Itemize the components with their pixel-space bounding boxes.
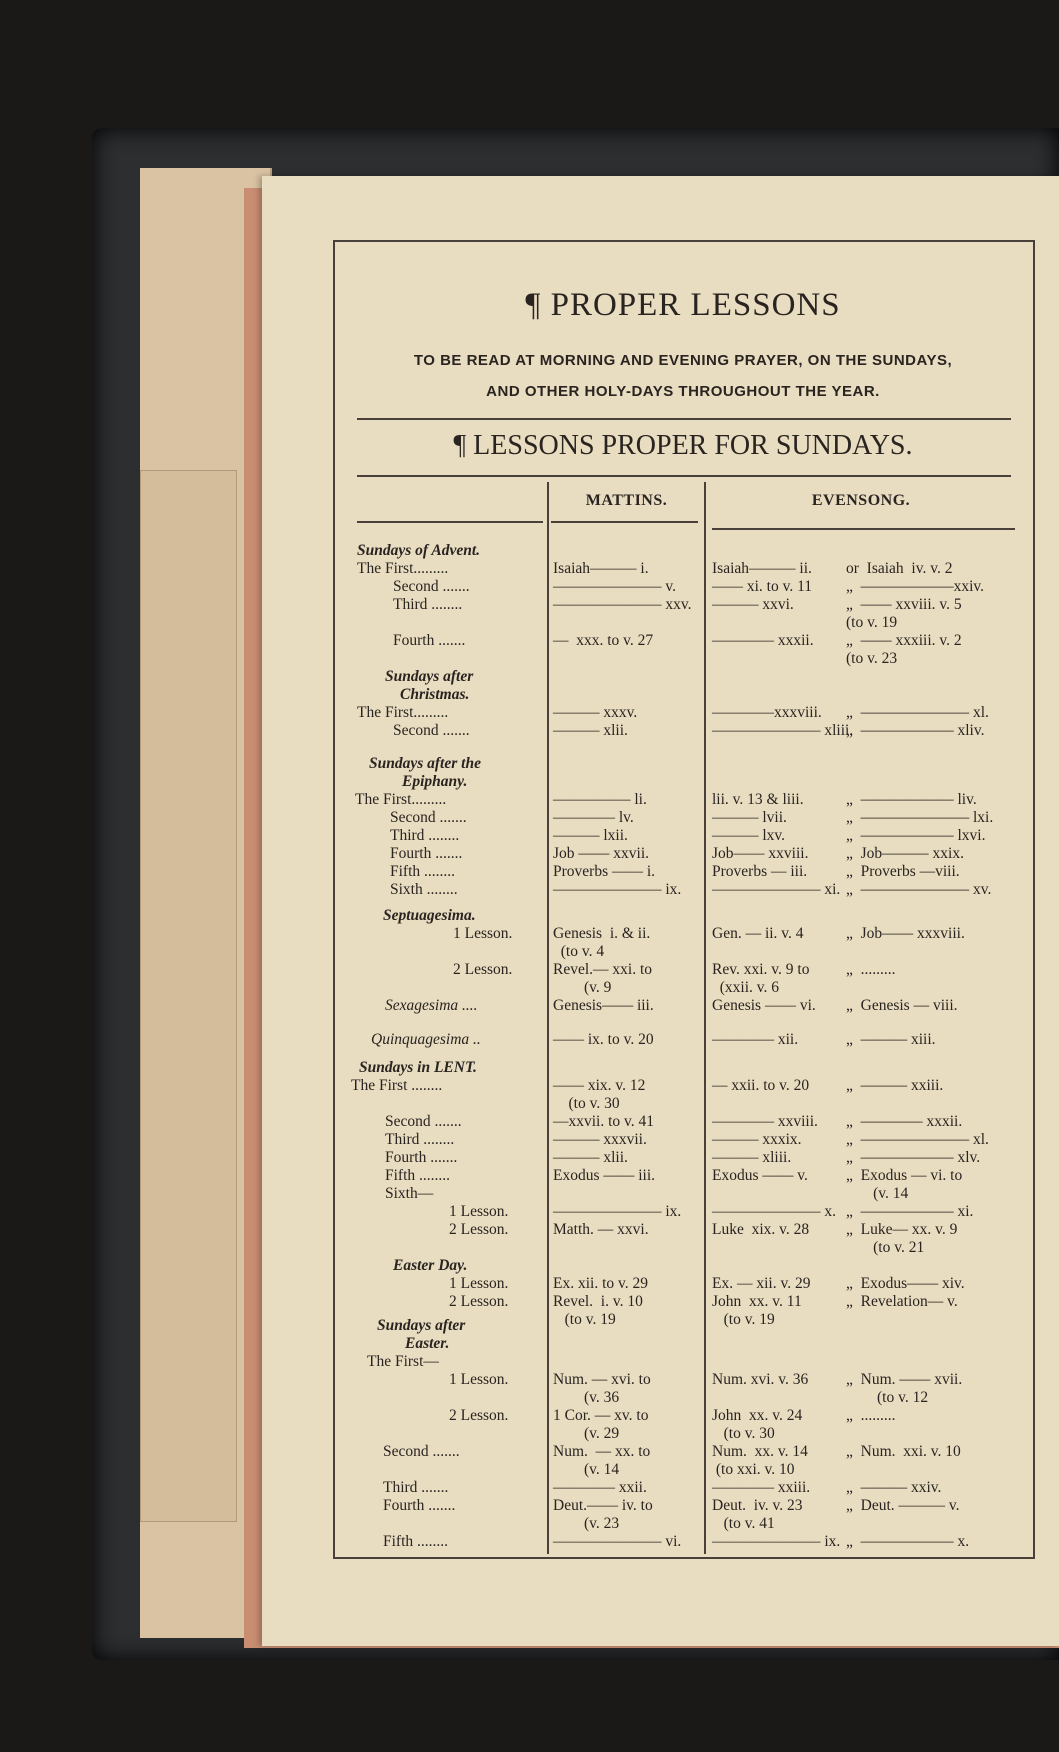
evensong-alt-cell: „ Deut. ——— v.	[846, 1497, 960, 1514]
evensong-alt-cell: „ .........	[846, 1407, 896, 1424]
evensong-alt-cell: „ ———— xxxii.	[846, 1113, 963, 1130]
mattins-cell: ——————— vi.	[553, 1533, 682, 1550]
rule-header-mattins	[551, 521, 698, 523]
row-label: Sexagesima ....	[385, 997, 478, 1014]
page-title: ¶ PROPER LESSONS	[525, 287, 841, 323]
evensong-alt-cell: „ —————— liv.	[846, 791, 977, 808]
evensong-first-cell: Luke xix. v. 28	[712, 1221, 810, 1238]
evensong-first-cell: (to v. 30	[712, 1425, 775, 1442]
evensong-alt-cell: (to v. 21	[846, 1239, 925, 1256]
mattins-cell: (v. 29	[553, 1425, 620, 1442]
mattins-cell: Exodus —— iii.	[553, 1167, 656, 1184]
evensong-alt-cell: „ ——————— lxi.	[846, 809, 994, 826]
evensong-alt-cell: „ —————— x.	[846, 1533, 970, 1550]
evensong-first-cell: Job—— xxviii.	[712, 845, 809, 862]
row-label: Sixth ........	[390, 881, 458, 898]
column-header-mattins: MATTINS.	[585, 492, 668, 509]
row-label: The First.........	[355, 791, 447, 808]
rule-top	[357, 418, 1011, 420]
evensong-first-cell: (xxii. v. 6	[712, 979, 780, 996]
evensong-alt-cell: „ —————— xlv.	[846, 1149, 981, 1166]
mattins-cell: Num. — xx. to	[553, 1443, 651, 1460]
mattins-cell: — xxx. to v. 27	[553, 632, 654, 649]
rule-section	[357, 475, 1011, 477]
evensong-first-cell: ————xxxviii.	[712, 704, 822, 721]
evensong-alt-cell: „ Genesis — viii.	[846, 997, 958, 1014]
evensong-first-cell: Rev. xxi. v. 9 to	[712, 961, 810, 978]
evensong-first-cell: ——— lvii.	[712, 809, 787, 826]
row-label: Quinquagesima ..	[371, 1031, 481, 1048]
evensong-alt-cell: „ ——————— xv.	[846, 881, 992, 898]
row-label: Fifth ........	[385, 1167, 451, 1184]
row-label: The First.........	[357, 704, 449, 721]
row-label: 2 Lesson.	[449, 1293, 509, 1310]
evensong-first-cell: ——————— xi.	[712, 881, 841, 898]
evensong-first-cell: ——— xxxix.	[712, 1131, 802, 1148]
column-divider-1	[547, 482, 549, 1554]
evensong-alt-cell: „ ——— xxiii.	[846, 1077, 944, 1094]
mattins-cell: ——— xxxvii.	[553, 1131, 647, 1148]
subtitle-line-2: AND OTHER HOLY-DAYS THROUGHOUT THE YEAR.	[486, 383, 880, 400]
row-label: Fifth ........	[390, 863, 456, 880]
row-label: 2 Lesson.	[449, 1407, 509, 1424]
mattins-cell: Isaiah——— i.	[553, 560, 649, 577]
mattins-cell: ——— xlii.	[553, 1149, 628, 1166]
row-label: 1 Lesson.	[449, 1203, 509, 1220]
evensong-first-cell: Num. xvi. v. 36	[712, 1371, 809, 1388]
row-label: Epiphany.	[402, 773, 468, 790]
row-label: Sixth—	[385, 1185, 434, 1202]
evensong-alt-cell: „ Num. —— xvii.	[846, 1371, 963, 1388]
evensong-first-cell: ——— xxvi.	[712, 596, 794, 613]
mattins-cell: ——————— v.	[553, 578, 676, 595]
row-label: The First—	[367, 1353, 439, 1370]
mattins-cell: (to v. 4	[553, 943, 605, 960]
row-label: 2 Lesson.	[453, 961, 513, 978]
evensong-alt-cell: „ ——————— xl.	[846, 704, 989, 721]
row-label: Sundays in LENT.	[359, 1059, 477, 1076]
evensong-first-cell: (to v. 19	[712, 1311, 775, 1328]
row-label: Fifth ........	[383, 1533, 449, 1550]
row-label: Septuagesima.	[383, 907, 476, 924]
row-label: Second .......	[393, 578, 470, 595]
mattins-cell: Ex. xii. to v. 29	[553, 1275, 649, 1292]
evensong-alt-cell: „ Exodus — vi. to	[846, 1167, 963, 1184]
evensong-alt-cell: „ ——— xxiv.	[846, 1479, 942, 1496]
row-label: Second .......	[385, 1113, 462, 1130]
column-divider-2	[704, 482, 706, 1554]
row-label: Sundays after	[377, 1317, 466, 1334]
row-label: Easter Day.	[393, 1257, 468, 1274]
evensong-first-cell: ———— xxiii.	[712, 1479, 811, 1496]
mattins-cell: —— ix. to v. 20	[553, 1031, 654, 1048]
evensong-first-cell: Genesis —— vi.	[712, 997, 816, 1014]
mattins-cell: ——————— xxv.	[553, 596, 692, 613]
mattins-cell: (v. 14	[553, 1461, 620, 1478]
subtitle-line-1: TO BE READ AT MORNING AND EVENING PRAYER, ON THE SUNDAYS,	[413, 352, 953, 369]
row-label: Fourth .......	[383, 1497, 456, 1514]
evensong-alt-cell: „ —— xxviii. v. 5	[846, 596, 962, 613]
mattins-cell: —xxvii. to v. 41	[553, 1113, 655, 1130]
row-label: Second .......	[390, 809, 467, 826]
evensong-alt-cell: (v. 14	[846, 1185, 909, 1202]
evensong-first-cell: ———— xii.	[712, 1031, 799, 1048]
evensong-first-cell: ——— lxv.	[712, 827, 786, 844]
mattins-cell: Revel. i. v. 10	[553, 1293, 643, 1310]
row-label: Second .......	[393, 722, 470, 739]
row-label: Second .......	[383, 1443, 460, 1460]
row-label: Third ........	[385, 1131, 455, 1148]
row-label: 1 Lesson.	[449, 1275, 509, 1292]
evensong-alt-cell: (to v. 23	[846, 650, 898, 667]
evensong-alt-cell: or Isaiah iv. v. 2	[846, 560, 953, 577]
row-label: 1 Lesson.	[453, 925, 513, 942]
row-label: Fourth .......	[393, 632, 466, 649]
row-label: Third ........	[390, 827, 460, 844]
mattins-cell: ——— lxii.	[553, 827, 628, 844]
evensong-first-cell: —— xi. to v. 11	[712, 578, 813, 595]
rule-header-left	[357, 521, 543, 523]
mattins-cell: Job —— xxvii.	[553, 845, 650, 862]
evensong-first-cell: John xx. v. 24	[712, 1407, 803, 1424]
evensong-first-cell: ——————— xliii.	[712, 722, 854, 739]
evensong-first-cell: ——————— ix.	[712, 1533, 841, 1550]
section-title: ¶ LESSONS PROPER FOR SUNDAYS.	[453, 430, 913, 461]
mattins-cell: ——————— ix.	[553, 881, 682, 898]
row-label: Third .......	[383, 1479, 449, 1496]
row-label: The First ........	[351, 1077, 443, 1094]
mattins-cell: Matth. — xxvi.	[553, 1221, 649, 1238]
mattins-cell: ——— xlii.	[553, 722, 628, 739]
row-label: Sundays of Advent.	[357, 542, 481, 559]
mattins-cell: ———— xxii.	[553, 1479, 647, 1496]
mattins-cell: ————— li.	[553, 791, 647, 808]
row-label: Fourth .......	[385, 1149, 458, 1166]
evensong-alt-cell: „ —————— xliv.	[846, 722, 985, 739]
mattins-cell: Proverbs —— i.	[553, 863, 656, 880]
rule-header-evensong	[712, 528, 1015, 530]
mattins-cell: —— xix. v. 12	[553, 1077, 646, 1094]
evensong-alt-cell: „ Proverbs —viii.	[846, 863, 960, 880]
evensong-first-cell: Isaiah——— ii.	[712, 560, 812, 577]
evensong-alt-cell: „ .........	[846, 961, 896, 978]
evensong-alt-cell: „ —— xxxiii. v. 2	[846, 632, 962, 649]
evensong-first-cell: John xx. v. 11	[712, 1293, 802, 1310]
mattins-cell: (to v. 30	[553, 1095, 620, 1112]
evensong-first-cell: lii. v. 13 & liii.	[712, 791, 804, 808]
evensong-first-cell: Gen. — ii. v. 4	[712, 925, 804, 942]
evensong-first-cell: — xxii. to v. 20	[712, 1077, 810, 1094]
mattins-cell: (to v. 19	[553, 1311, 616, 1328]
row-label: Easter.	[405, 1335, 450, 1352]
column-header-evensong: EVENSONG.	[811, 492, 911, 509]
evensong-alt-cell: „ —————— xi.	[846, 1203, 974, 1220]
row-label: Fourth .......	[390, 845, 463, 862]
row-label: Christmas.	[400, 686, 470, 703]
mattins-cell: ———— lv.	[553, 809, 634, 826]
evensong-first-cell: Deut. iv. v. 23	[712, 1497, 803, 1514]
evensong-alt-cell: „ Revelation— v.	[846, 1293, 958, 1310]
evensong-alt-cell: „ Exodus—— xiv.	[846, 1275, 965, 1292]
evensong-first-cell: Proverbs — iii.	[712, 863, 808, 880]
evensong-alt-cell: (to v. 19	[846, 614, 898, 631]
row-label: 2 Lesson.	[449, 1221, 509, 1238]
mattins-cell: Genesis—— iii.	[553, 997, 654, 1014]
evensong-alt-cell: „ Job—— xxxviii.	[846, 925, 965, 942]
mattins-cell: (v. 36	[553, 1389, 620, 1406]
evensong-alt-cell: „ ——————— xl.	[846, 1131, 989, 1148]
mattins-cell: (v. 23	[553, 1515, 620, 1532]
mattins-cell: 1 Cor. — xv. to	[553, 1407, 649, 1424]
evensong-first-cell: ——— xliii.	[712, 1149, 792, 1166]
evensong-first-cell: Num. xx. v. 14	[712, 1443, 808, 1460]
mattins-cell: Genesis i. & ii.	[553, 925, 651, 942]
mattins-cell: ——— xxxv.	[553, 704, 638, 721]
evensong-alt-cell: „ Job——— xxix.	[846, 845, 964, 862]
evensong-alt-cell: „ Num. xxi. v. 10	[846, 1443, 961, 1460]
mattins-cell: (v. 9	[553, 979, 612, 996]
evensong-first-cell: (to v. 41	[712, 1515, 775, 1532]
evensong-first-cell: ——————— x.	[712, 1203, 836, 1220]
evensong-alt-cell: „ Luke— xx. v. 9	[846, 1221, 958, 1238]
row-label: 1 Lesson.	[449, 1371, 509, 1388]
evensong-alt-cell: „ ——————xxiv.	[846, 578, 985, 595]
mattins-cell: Num. — xvi. to	[553, 1371, 651, 1388]
row-label: Sundays after	[385, 668, 474, 685]
evensong-first-cell: (to xxi. v. 10	[712, 1461, 795, 1478]
row-label: The First.........	[357, 560, 449, 577]
evensong-first-cell: ———— xxviii.	[712, 1113, 818, 1130]
flyleaf-fold	[140, 470, 237, 1522]
evensong-alt-cell: „ ——— xiii.	[846, 1031, 936, 1048]
evensong-first-cell: ———— xxxii.	[712, 632, 814, 649]
row-label: Sundays after the	[369, 755, 481, 772]
evensong-alt-cell: (to v. 12	[846, 1389, 929, 1406]
evensong-alt-cell: „ —————— lxvi.	[846, 827, 986, 844]
row-label: Third ........	[393, 596, 463, 613]
mattins-cell: Deut.—— iv. to	[553, 1497, 653, 1514]
evensong-first-cell: Ex. — xii. v. 29	[712, 1275, 811, 1292]
evensong-first-cell: Exodus —— v.	[712, 1167, 808, 1184]
mattins-cell: Revel.— xxi. to	[553, 961, 653, 978]
mattins-cell: ——————— ix.	[553, 1203, 682, 1220]
